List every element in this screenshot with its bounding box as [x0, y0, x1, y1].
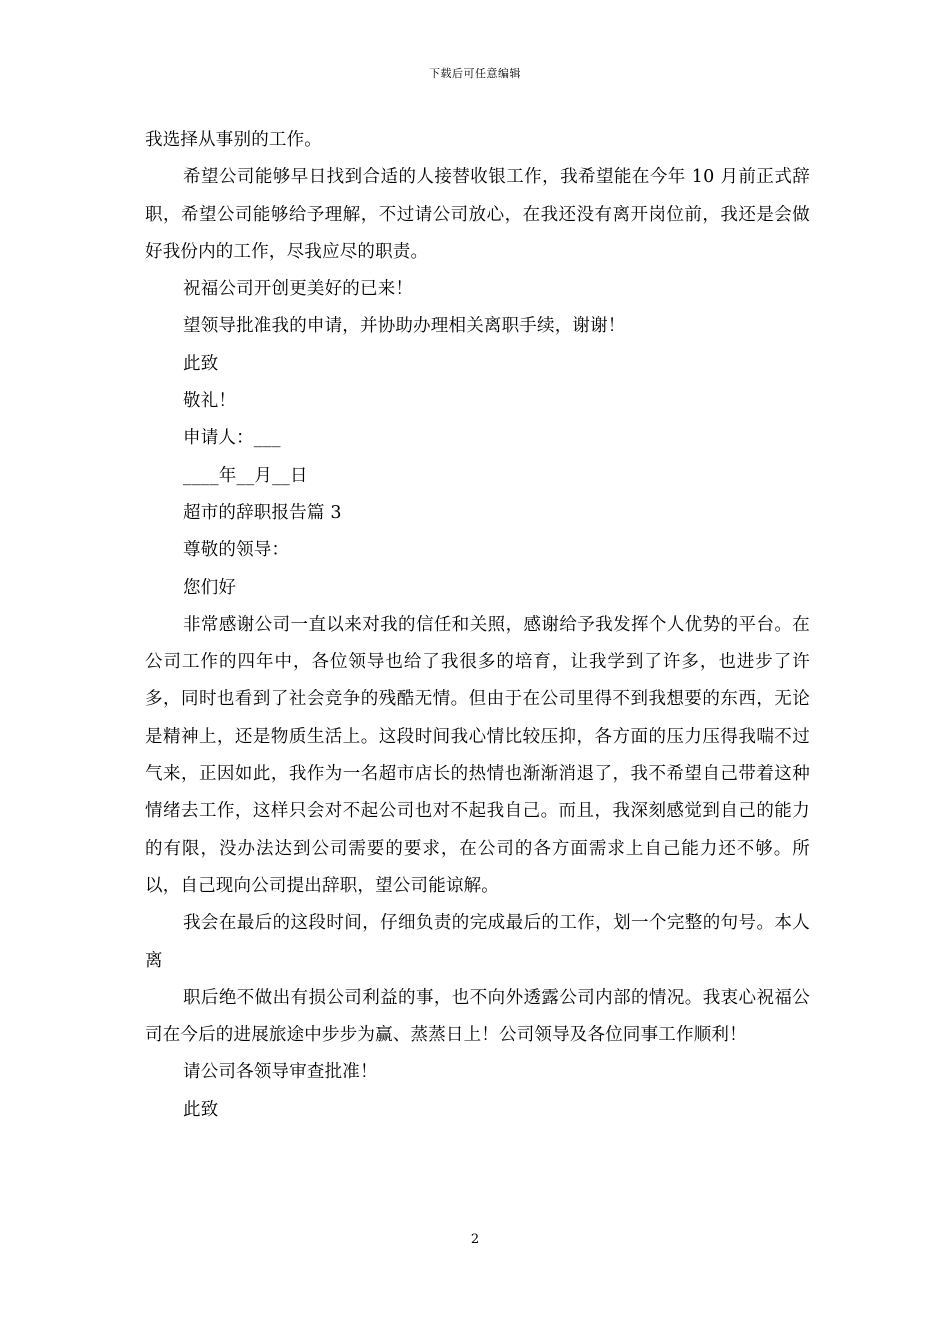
paragraph: 祝福公司开创更美好的已来！: [183, 279, 414, 300]
paragraph: 请公司各领导审查批准！: [183, 1062, 378, 1083]
paragraph: 职后绝不做出有损公司利益的事，也不向外透露公司内部的情况。我衷心祝福公司在今后的进展旅途中步步为赢、蒸蒸日上！公司领导及各位同事工作顺利！: [145, 987, 810, 1046]
page-header: 下载后可任意编辑: [429, 67, 521, 80]
page-number: 2: [470, 1232, 480, 1247]
paragraph: 非常感谢公司一直以来对我的信任和关照，感谢给予我发挥个人优势的平台。在公司工作的四年中，各位领导也给了我很多的培育，让我学到了许多，也进步了许多，同时也看到了社会竞争的残酷无情。但由于在公司里得不到我想要的东西，无论是精神上，还是物质生活上。这段时间我心情比较压抑，各方面的压力压得我喘不过气来，正因如此，我作为一名超市店长的热情也渐渐消退了，我不希望自己带着这种情绪去工作，这样只会对不起公司也对不起我自己。而且，我深刻感觉到自己的能力的有限，没办法达到公司需要的要求，在公司的各方面需求上自己能力还不够。所以，自己现向公司提出辞职，望公司能谅解。: [145, 614, 810, 896]
greeting: 尊敬的领导：: [183, 540, 290, 561]
document-body: [145, 122, 810, 1129]
paragraph: 望领导批准我的申请，并协助办理相关离职手续，谢谢！: [183, 316, 626, 337]
greeting: 您们好: [183, 577, 237, 598]
paragraph: 我会在最后的这段时间，仔细负责的完成最后的工作，划一个完整的句号。本人离: [145, 913, 810, 971]
section-title: 超市的辞职报告篇 3: [183, 502, 342, 523]
closing-salutation: 此致: [183, 1099, 219, 1120]
closing-regards: 敬礼！: [183, 391, 237, 412]
date-line: ____年__月__日: [183, 465, 308, 486]
applicant-line: 申请人：___: [183, 428, 281, 449]
paragraph: 希望公司能够早日找到合适的人接替收银工作，我希望能在今年 10 月前正式辞职，希望公司能够给予理解，不过请公司放心，在我还没有离开岗位前，我还是会做好我份内的工作，尽我应尽的职责。: [145, 167, 810, 262]
paragraph: 我选择从事别的工作。: [145, 130, 322, 150]
closing-salutation: 此致: [183, 353, 219, 374]
